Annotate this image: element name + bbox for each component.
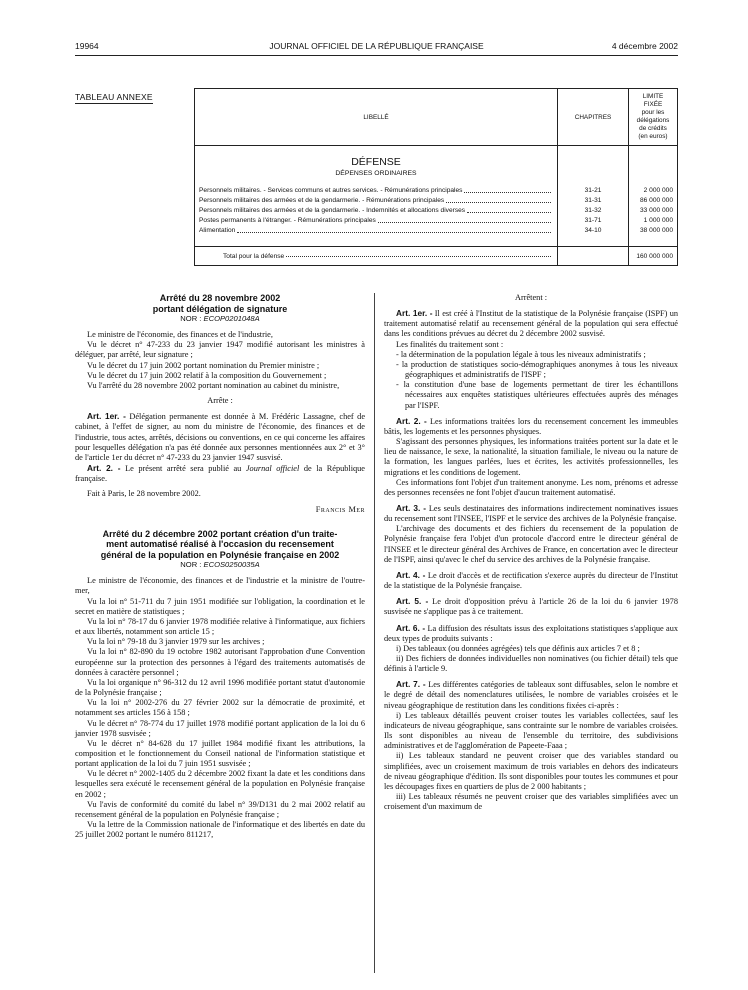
paragraph: Le ministre de l'économie, des finances et de l'industrie et la ministre de l'outre-mer, [75, 576, 365, 596]
annexe-label: TABLEAU ANNEXE [75, 92, 153, 102]
arrete2-nor: NOR : ECOS0250035A [180, 560, 260, 570]
article-2: Art. 2. - Les informations traitées lors du recensement concernent les immeubles bâtis, les logements et les personnes physiques. [384, 415, 678, 436]
paragraph: Vu la loi n° 79-18 du 3 janvier 1979 sur les archives ; [87, 637, 265, 647]
col-header-limite: LIMITE FIXÉE pour les délégations de crédits (en euros) [629, 89, 678, 146]
paragraph: ii) Les tableaux standard ne peuvent croiser que des variables standard ou simplifiées, avec un croisement maximum de trois variables en dehors des indicateurs de niveau géographique d'édition. Ils sont disponibles pour toutes les communes et pour les découpages fixes en quartiers de plus de 2 000 habitants ; [384, 751, 678, 791]
paragraph: Vu la loi n° 2002-276 du 27 février 2002 sur la démocratie de proximité, et notamment ses articles 156 à 158 ; [75, 698, 365, 718]
total-row [195, 247, 678, 266]
table-row [195, 196, 678, 206]
paragraph: L'archivage des documents et des fichiers du recensement de la population de Polynésie française fera l'objet d'un protocole d'accord entre le directeur général de l'INSEE et le directeur général des Archives de France, en concertation avec le directeur de l'ISPF, ainsi qu'avec le chef du service des archives de la Polynésie française. [384, 524, 678, 564]
issue-date: 4 décembre 2002 [611, 41, 678, 51]
row-libelle: Personnels militaires des armées et de la gendarmerie. - Indemnités et allocations diverses [199, 207, 466, 214]
arrete2-title-l1: Arrêté du 2 décembre 2002 portant création d'un traite- [102, 528, 338, 539]
article-3: Art. 3. - Les seuls destinataires des informations indirectement nominatives issues du recensement sont l'INSEE, l'ISPF et le service des archives de la Polynésie française. [384, 502, 678, 524]
row-libelle: Personnels militaires des armées et de la gendarmerie. - Rémunérations principales [199, 197, 445, 204]
table-row [195, 216, 678, 226]
paragraph: i) Les tableaux détaillés peuvent croiser toutes les variables collectées, sauf les indicateurs de niveau géographique, sans contrainte sur le nombre de variables croisées. Ils sont disponibles au niveau de l'ensemble du territoire, des subdivisions administratives et de l'agglomération de Papeete-Faaa ; [384, 710, 678, 751]
page-number: 19964 [75, 41, 99, 51]
page-header [75, 41, 678, 53]
left-column [75, 293, 365, 840]
row-libelle: Personnels militaires. - Services communs et autres services. - Rémunérations principales [199, 187, 463, 194]
arrete1-title-l1: Arrêté du 28 novembre 2002 [159, 293, 281, 303]
paragraph: Ces informations font l'objet d'un traitement anonyme. Les nom, prénoms et adresse des personnes recensées ne font l'objet d'aucun traitement automatisé. [384, 477, 678, 497]
article-1: Art. 1er. - Délégation permanente est donnée à M. Frédéric Lassagne, chef de cabinet, à l'effet de signer, au nom du ministre de l'économie, des finances et de l'industrie, tous actes, arrêtés, décisions ou conventions, en ce qui concerne les affaires pour lesquelles délégation n'a pas été donnée aux personnes mentionnées aux 2° et 3° de l'article 1er du décret n° 47-233 du 23 janvier 1947 susvisé. [75, 411, 366, 462]
paragraph: Vu la loi n° 82-890 du 19 octobre 1982 autorisant l'approbation d'une Convention européenne sur la protection des personnes à l'égard des traitements automatisés de données à caractère personnel ; [75, 647, 365, 677]
arrete1-title-l2: portant délégation de signature [152, 303, 288, 314]
paragraph: ii) Des fichiers de données individuelles non nominatives (ou fichier détail) tels que définis à l'article 9. [384, 654, 678, 674]
row-libelle: Alimentation [199, 227, 236, 234]
row-limite: 2 000 000 [629, 186, 678, 196]
article-6: Art. 6. - La diffusion des résultats issus des exploitations statistiques s'applique aux deux types de produits suivants : [384, 622, 678, 643]
article-5: Art. 5. - Le droit d'opposition prévu à l'article 26 de la loi du 6 janvier 1978 susvisée ne s'applique pas à ce traitement. [384, 596, 678, 617]
arrete2-title-l2: ment automatisé réalisé à l'occasion du recensement [106, 539, 334, 550]
row-limite: 1 000 000 [629, 216, 678, 226]
fait-a-paris: Fait à Paris, le 28 novembre 2002. [87, 489, 201, 499]
paragraph: iii) Les tableaux résumés ne peuvent croiser que des variables simplifiées avec un croisement d'un maximum de [384, 792, 678, 812]
row-limite: 38 000 000 [629, 226, 678, 236]
row-libelle: Postes permanents à l'étranger. - Rémunérations principales [199, 217, 376, 224]
arrete1-nor: NOR : ECOP0201048A [180, 314, 260, 323]
paragraph: Vu la loi organique n° 96-312 du 12 avril 1996 modifiée portant statut d'autonomie de la Polynésie française ; [75, 677, 365, 698]
table-row [195, 206, 678, 216]
paragraph: i) Des tableaux (ou données agrégées) tels que définis aux articles 7 et 8 ; [396, 643, 640, 653]
arrete-word: Arrête : [207, 396, 233, 406]
row-chapitre: 31-71 [558, 216, 629, 226]
arrete2-title-l3: général de la population en Polynésie française en 2002 [100, 549, 340, 560]
paragraph: Vu le décret n° 78-774 du 17 juillet 1978 modifié portant application de la loi du 6 janvier 1978 susvisée ; [75, 718, 365, 738]
paragraph: Vu la loi n° 78-17 du 6 janvier 1978 modifiée relative à l'informatique, aux fichiers et aux libertés, notamment son article 15 ; [75, 616, 365, 637]
list-item: - la constitution d'une base de logements permettant de tirer les échantillons nécessaires aux enquêtes statistiques ultérieures effectuées auprès des ménages par l'ISPF. [396, 380, 678, 410]
paragraph: Vu le décret du 17 juin 2002 portant nomination du Premier ministre ; [87, 360, 320, 370]
paragraph: S'agissant des personnes physiques, les informations traitées portent sur la date et le lieu de naissance, le sexe, la nationalité, la situation familiale, le niveau ou la nature de la formation, les langues parlées, lues et écrites, les activités professionnelles, les migrations et les conditions de logement. [384, 437, 678, 477]
paragraph: Vu le décret n° 47-233 du 23 janvier 1947 modifié autorisant les ministres à déléguer, par arrêté, leur signature ; [75, 340, 365, 360]
table-row [195, 186, 678, 196]
signature: Francis Mer [315, 504, 365, 514]
column-divider [374, 293, 375, 973]
row-chapitre: 34-10 [558, 226, 629, 236]
paragraph: Vu le décret n° 2002-1405 du 2 décembre 2002 fixant la date et les conditions dans lesquelles sera exécuté le recensement général de la population en Polynésie française en 2002 ; [75, 769, 365, 799]
row-limite: 86 000 000 [629, 196, 678, 206]
paragraph: Vu le décret du 17 juin 2002 relatif à la composition du Gouvernement ; [87, 370, 327, 380]
paragraph: Vu la lettre de la Commission nationale de l'informatique et des libertés en date du 25 juillet 2002 portant le numéro 811217, [75, 820, 365, 840]
section-title: DÉFENSE [351, 156, 401, 168]
article-4: Art. 4. - Le droit d'accès et de rectification s'exerce auprès du directeur de l'Institut de la statistique de la Polynésie française. [384, 569, 678, 591]
budget-table-header [195, 89, 678, 146]
row-limite: 33 000 000 [629, 206, 678, 216]
list-item: - la détermination de la population légale à tous les niveaux administratifs ; [396, 349, 646, 359]
paragraph: Vu l'arrêté du 28 novembre 2002 portant nomination au cabinet du ministre, [87, 380, 340, 390]
section-subtitle: DÉPENSES ORDINAIRES [335, 170, 417, 177]
list-item: - la production de statistiques socio-démographiques anonymes à tous les niveaux géographiques et administratifs de l'ISPF ; [396, 359, 678, 380]
total-value: 160 000 000 [629, 247, 678, 266]
header-rule [75, 55, 678, 56]
paragraph: Vu la loi n° 51-711 du 7 juin 1951 modifiée sur l'obligation, la coordination et le secret en matière de statistiques ; [75, 596, 365, 616]
paragraph: Vu l'avis de conformité du comité du label n° 39/D131 du 2 mai 2002 relatif au recensement général de la population en Polynésie française ; [75, 799, 365, 819]
right-column [384, 293, 678, 812]
table-row [195, 226, 678, 236]
arretent-word: Arrêtent : [514, 293, 548, 302]
paragraph: Vu le décret n° 84-628 du 17 juillet 1984 modifié fixant les attributions, la composition et le fonctionnement du Conseil national de l'information statistique et portant application de la loi du 7 juin 1951 susvisée ; [75, 738, 365, 769]
article-1: Art. 1er. - Il est créé à l'Institut de la statistique de la Polynésie française (ISPF) un traitement automatisé relatif au recensement général de la population qui sera effectué dans les conditions prévues au décret du 2 décembre 2002 susvisé. [384, 308, 678, 339]
row-chapitre: 31-21 [558, 186, 629, 196]
article-2: Art. 2. - Le présent arrêté sera publié au Journal officiel de la République française. [75, 463, 365, 484]
article-7: Art. 7. - Les différentes catégories de tableaux sont diffusables, selon le nombre et le degré de détail des nomenclatures utilisées, le nombre de variables croisées et le niveau géographique de restitution dans les conditions fixées ci-après : [384, 679, 678, 710]
paragraph: Le ministre de l'économie, des finances et de l'industrie, [87, 330, 273, 340]
budget-table [194, 88, 678, 266]
col-header-libelle: LIBELLÉ [195, 89, 558, 146]
col-header-chapitres: CHAPITRES [558, 89, 629, 146]
journal-title: JOURNAL OFFICIEL DE LA RÉPUBLIQUE FRANÇAISE [269, 41, 484, 51]
row-chapitre: 31-31 [558, 196, 629, 206]
paragraph: Les finalités du traitement sont : [396, 339, 504, 349]
row-chapitre: 31-32 [558, 206, 629, 216]
section-row [195, 146, 678, 187]
total-label: Total pour la défense [223, 252, 285, 260]
